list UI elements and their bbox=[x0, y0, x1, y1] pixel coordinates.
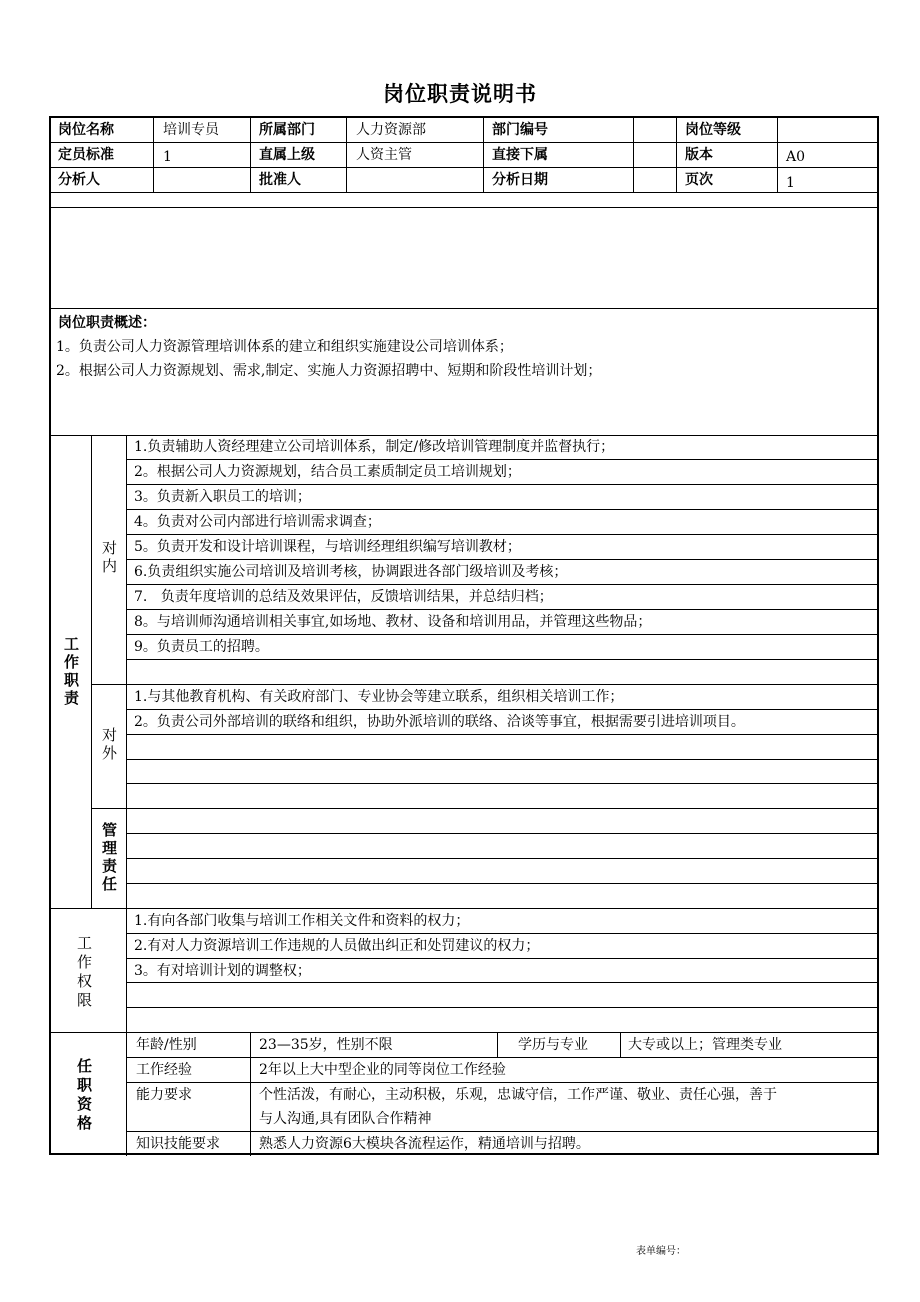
internal-duty-item: 5。负责开发和设计培训课程，与培训经理组织编写培训教材； bbox=[134, 539, 521, 555]
job-description-table bbox=[49, 116, 879, 1155]
version-value: A0 bbox=[786, 149, 806, 165]
approver-label: 批准人 bbox=[259, 172, 301, 188]
subordinate-label: 直接下属 bbox=[492, 147, 548, 163]
ability-value-line: 与人沟通,具有团队合作精神 bbox=[259, 1111, 432, 1127]
authority-item: 2.有对人力资源培训工作违规的人员做出纠正和处罚建议的权力； bbox=[134, 938, 540, 954]
version-label: 版本 bbox=[685, 147, 713, 163]
internal-duty-item: 4。负责对公司内部进行培训需求调查； bbox=[134, 514, 381, 530]
authority-label: 工作权限 bbox=[75, 935, 93, 1011]
external-label: 对外 bbox=[100, 727, 118, 763]
internal-duty-item: 7. 负责年度培训的总结及效果评估，反馈培训结果，并总结归档； bbox=[134, 589, 553, 605]
management-label: 管理责任 bbox=[100, 822, 118, 894]
headcount-value: 1 bbox=[163, 149, 172, 165]
headcount-label: 定员标准 bbox=[58, 147, 114, 163]
analysis-date-label: 分析日期 bbox=[492, 172, 548, 188]
internal-duty-item: 6.负责组织实施公司培训及培训考核，协调跟进各部门级培训及考核； bbox=[134, 564, 568, 580]
job-title-value: 培训专员 bbox=[163, 122, 219, 138]
internal-duty-item: 9。负责员工的招聘。 bbox=[134, 639, 269, 655]
overview-line: 2。根据公司人力资源规划、需求,制定、实施人力资源招聘中、短期和阶段性培训计划； bbox=[56, 363, 602, 379]
ability-value-line: 个性活泼，有耐心，主动积极，乐观，忠诚守信，工作严谨、敬业、责任心强，善于 bbox=[259, 1087, 777, 1103]
education-value: 大专或以上；管理类专业 bbox=[628, 1037, 782, 1053]
page-number-label: 页次 bbox=[685, 172, 713, 188]
internal-label: 对内 bbox=[100, 540, 118, 576]
page-number-value: 1 bbox=[786, 175, 795, 191]
internal-duty-item: 1.负责辅助人资经理建立公司培训体系，制定/修改培训管理制度并监督执行； bbox=[134, 439, 615, 455]
authority-item: 3。有对培训计划的调整权； bbox=[134, 963, 311, 979]
supervisor-value: 人资主管 bbox=[356, 147, 412, 163]
job-title-label: 岗位名称 bbox=[58, 122, 114, 138]
skills-label: 知识技能要求 bbox=[136, 1136, 220, 1152]
qualifications-label: 任职资格 bbox=[75, 1058, 93, 1134]
form-number-label: 表单编号： bbox=[636, 1246, 686, 1257]
supervisor-label: 直属上级 bbox=[259, 147, 315, 163]
department-code-label: 部门编号 bbox=[492, 122, 548, 138]
duties-label: 工作职责 bbox=[62, 636, 80, 708]
internal-duty-item: 8。与培训师沟通培训相关事宜,如场地、教材、设备和培训用品，并管理这些物品； bbox=[134, 614, 652, 630]
internal-duty-item: 2。根据公司人力资源规划，结合员工素质制定员工培训规划； bbox=[134, 464, 521, 480]
internal-duty-item: 3。负责新入职员工的培训； bbox=[134, 489, 311, 505]
age-gender-value: 23—35岁，性别不限 bbox=[259, 1037, 393, 1053]
skills-value: 熟悉人力资源6大模块各流程运作，精通培训与招聘。 bbox=[259, 1136, 590, 1152]
overview-heading: 岗位职责概述： bbox=[58, 315, 156, 331]
page-title: 岗位职责说明书 bbox=[383, 82, 537, 106]
ability-label: 能力要求 bbox=[136, 1087, 192, 1103]
job-grade-label: 岗位等级 bbox=[685, 122, 741, 138]
external-duty-item: 2。负责公司外部培训的联络和组织，协助外派培训的联络、洽谈等事宜，根据需要引进培训项目。 bbox=[134, 714, 745, 730]
department-label: 所属部门 bbox=[259, 122, 315, 138]
experience-label: 工作经验 bbox=[136, 1062, 192, 1078]
department-value: 人力资源部 bbox=[356, 122, 426, 138]
external-duty-item: 1.与其他教育机构、有关政府部门、专业协会等建立联系，组织相关培训工作； bbox=[134, 689, 624, 705]
overview-line: 1。负责公司人力资源管理培训体系的建立和组织实施建设公司培训体系； bbox=[56, 339, 513, 355]
education-label: 学历与专业 bbox=[518, 1037, 588, 1053]
authority-item: 1.有向各部门收集与培训工作相关文件和资料的权力； bbox=[134, 913, 470, 929]
experience-value: 2年以上大中型企业的同等岗位工作经验 bbox=[259, 1062, 506, 1078]
age-gender-label: 年龄/性别 bbox=[136, 1037, 197, 1053]
analyst-label: 分析人 bbox=[58, 172, 100, 188]
